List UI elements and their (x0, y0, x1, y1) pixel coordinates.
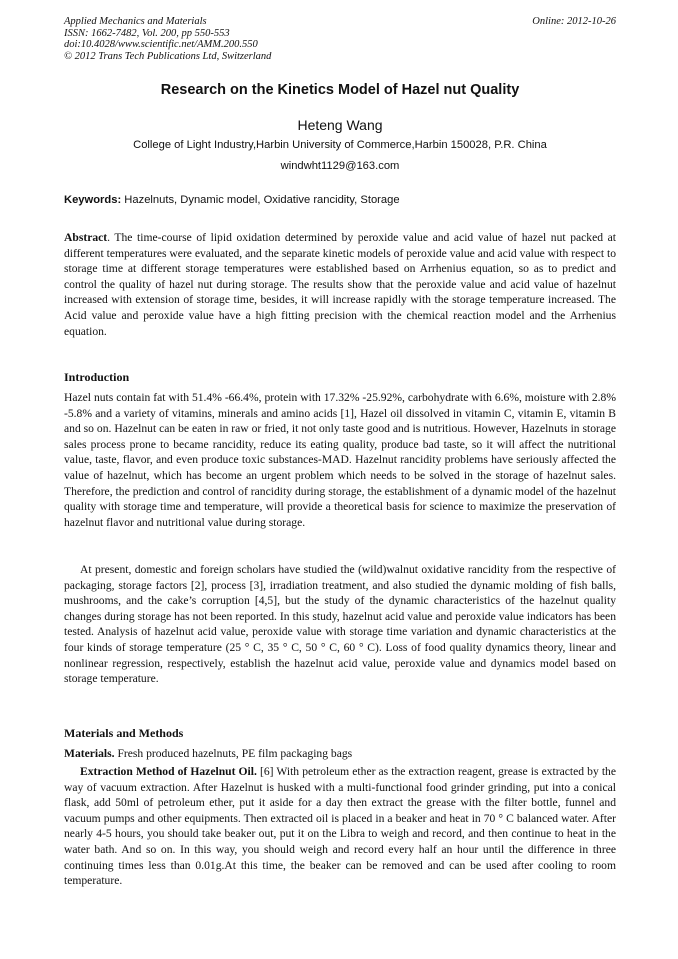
paper-title: Research on the Kinetics Model of Hazel nut Quality (160, 82, 520, 98)
extraction-paragraph (64, 764, 616, 889)
materials-label: Materials. (64, 747, 115, 760)
online-date: Online: 2012-10-26 (532, 16, 616, 27)
keywords-text: Hazelnuts, Dynamic model, Oxidative rancidity, Storage (121, 194, 400, 206)
extraction-text: [6] With petroleum ether as the extraction reagent, grease is extracted by the way of vacuum extraction. After Hazelnut is husked with a multi-functional food grinder grinding, put into a conical flask, add 50ml of petroleum ether, put it aside for a day then extract the grease with the filter bottle, funnel and vacuum pumps and other equipments. Then extracted oil is placed in a beaker and heat in 70 ° C balanced water. After nearly 4-5 hours, you should take beaker out, put it on the Libra to weigh and record, and then continue to heat in the water bath. And so on. In this way, you should weigh and record every half an hour until the difference in three continuing times less than 0.01g.At this time, the beaker can be removed and can be used after cooling to room temperature. (64, 765, 616, 888)
materials-text: Fresh produced hazelnuts, PE film packaging bags (114, 747, 353, 760)
author-email: windwht1129@163.com (280, 160, 400, 172)
journal-doi: doi:10.4028/www.scientific.net/AMM.200.550 (64, 39, 258, 50)
materials-methods-heading: Materials and Methods (64, 726, 184, 740)
introduction-paragraph-2: At present, domestic and foreign scholars have studied the (wild)walnut oxidative rancidity from the respective of packaging, storage factors [2], process [3], irradiation treatment, and also studied the dynamic molding of fish balls, mushrooms, and the cake’s corruption [4,5], but the study of the dynamic characteristics of the hazelnut quality changes during storage has not been reported. In this study, hazelnut acid value and peroxide value indicators has been tested. Analysis of hazelnut acid value, peroxide value with storage time variation and dynamic characteristics at the four kinds of storage temperature (25 ° C, 35 ° C, 50 ° C, 60 ° C). Loss of food quality dynamics theory, linear and nonlinear regression, respectively, establish the hazelnut acid value, peroxide value and dynamics model based on storage temperature. (64, 563, 616, 686)
introduction-heading: Introduction (64, 370, 130, 384)
materials-paragraph (64, 746, 616, 762)
abstract-text: . The time-course of lipid oxidation determined by peroxide value and acid value of hazel nut packed at different temperatures were evaluated, and the separate kinetic models of peroxide value and acid value with respect to storage time at different storage temperatures were established based on Arrhenius equation, so as to predict and control the quality of hazel nut during storage. The results show that the peroxide value and acid value of hazelnut increased with extension of storage time, besides, it will increase rapidly with the storage temperature increased. The Acid value and peroxide value have a high fitting precision with the chemical reaction model and the Arrhenius equation. (64, 231, 616, 338)
abstract-paragraph (64, 230, 616, 339)
author-affiliation: College of Light Industry,Harbin University of Commerce,Harbin 150028, P.R. China (133, 139, 547, 151)
abstract-label: Abstract (64, 231, 108, 244)
keywords-label: Keywords: (64, 194, 122, 206)
extraction-label: Extraction Method of Hazelnut Oil. (80, 765, 257, 778)
journal-header (64, 16, 616, 62)
journal-name: Applied Mechanics and Materials (64, 16, 207, 27)
paper-author: Heteng Wang (297, 117, 383, 133)
keywords (64, 194, 616, 206)
journal-copyright: © 2012 Trans Tech Publications Ltd, Switzerland (64, 50, 272, 62)
journal-issn: ISSN: 1662-7482, Vol. 200, pp 550-553 (64, 27, 230, 39)
introduction-paragraph-1: Hazel nuts contain fat with 51.4% -66.4%, protein with 17.32% -25.92%, carbohydrate with 6.6%, moisture with 2.8% -5.8% and a variety of vitamins, minerals and amino acids [1], Hazel oil dissolved in vitamin C, vitamin E, vitamin B and so on. Hazelnut can be eaten in raw or fried, it not only taste good and is nutritious. However, Hazelnuts in storage sales process prone to became rancidity, reduce its eating quality, produce bad taste, so it will affect the nutritional value, taste, flavor, and even produce toxic substances-MAD. Hazelnut rancidity problems have seriously affected the value of hazelnut, which has become an urgent problem which needs to be solved in the storage of hazelnut sales. Therefore, the prediction and control of rancidity during storage, the establishment of a dynamic model of the hazelnut quality with storage time and temperature, will provide a theoretical basis for science to maximize the preservation of hazelnut flavor and nutritional value during storage. (64, 391, 616, 529)
